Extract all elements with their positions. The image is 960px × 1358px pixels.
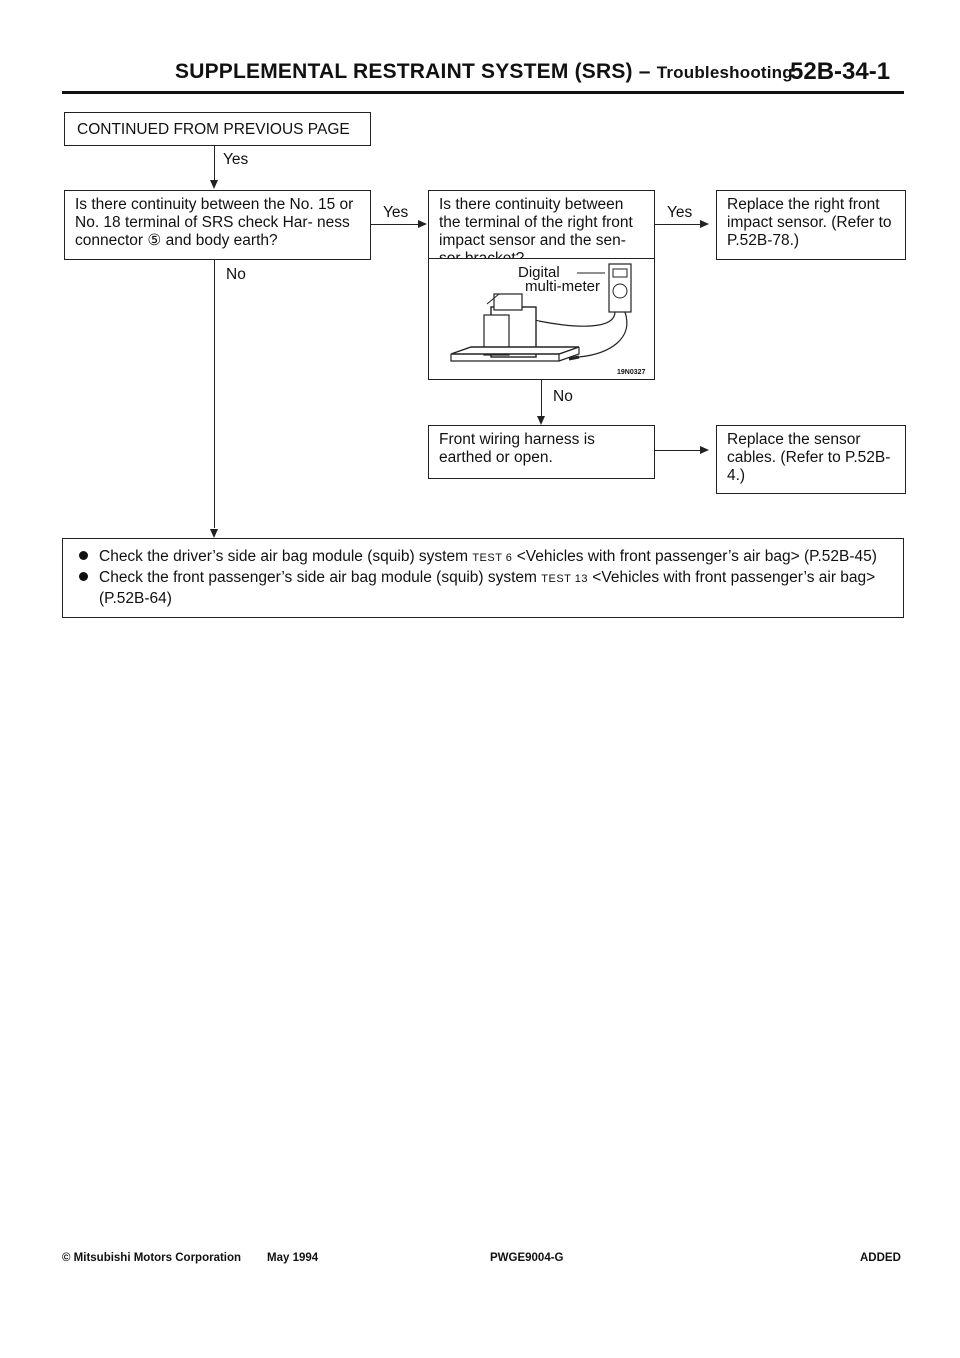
footer-copyright: © Mitsubishi Motors Corporation [62, 1252, 242, 1264]
footer-date: May 1994 [267, 1252, 319, 1264]
no-label: No [226, 266, 246, 283]
arrow-down-icon [210, 529, 218, 538]
question-1-text: Is there continuity between the No. 15 or No. 18 terminal of SRS check Har- ness connector ⑤ and body earth? [75, 196, 354, 249]
check-2-condition: <Vehicles with front passenger’s air bag> (P.52B-64) [99, 569, 876, 607]
connector-line [371, 224, 421, 225]
action-box-2 [716, 425, 906, 494]
page-number: 52B-34-1 [790, 58, 891, 85]
title-main: SUPPLEMENTAL RESTRAINT SYSTEM (SRS) – [175, 60, 657, 83]
connector-line [655, 450, 702, 451]
action-1-text: Replace the right front impact sensor. (Refer to P.52B-78.) [727, 196, 892, 249]
meter-label-1: Digital [518, 264, 560, 281]
connector-line [655, 224, 702, 225]
test-reference: TEST 13 [541, 573, 588, 585]
question-box-2 [428, 190, 655, 260]
footer-doc-code: PWGE9004-G [490, 1252, 564, 1264]
arrow-right-icon [700, 446, 709, 454]
page-title [175, 60, 793, 84]
check-2-text: Check the front passenger’s side air bag module (squib) system [99, 569, 537, 586]
question-2-text: Is there continuity between the terminal of the right front impact sensor and the sen- [439, 196, 633, 249]
list-item [77, 547, 889, 568]
arrow-down-icon [537, 416, 545, 425]
header-divider [62, 91, 904, 94]
arrow-right-icon [418, 220, 427, 228]
bullet-icon [79, 551, 88, 560]
bullet-icon [79, 572, 88, 581]
test-reference: TEST 6 [472, 552, 513, 564]
continued-box [64, 112, 371, 146]
figure-code: 19N0327 [617, 369, 646, 376]
yes-label: Yes [223, 151, 249, 168]
footer-status: ADDED [860, 1252, 901, 1264]
yes-label: Yes [383, 204, 409, 221]
connector-line [214, 260, 215, 528]
action-box-1 [716, 190, 906, 260]
arrow-down-icon [210, 180, 218, 189]
no-label: No [553, 388, 573, 405]
connector-line [541, 380, 542, 418]
arrow-right-icon [700, 220, 709, 228]
final-check-box [62, 538, 904, 618]
list-item [77, 568, 889, 608]
continued-text: CONTINUED FROM PREVIOUS PAGE [77, 121, 350, 138]
question-box-1 [64, 190, 371, 260]
meter-label-2: multi-meter [525, 278, 601, 295]
title-subsection: Troubleshooting [656, 63, 793, 82]
connector-line [214, 146, 215, 184]
result-text: Front wiring harness is earthed or open. [439, 431, 595, 466]
yes-label: Yes [667, 204, 693, 221]
result-box [428, 425, 655, 479]
check-1-text: Check the driver’s side air bag module (squib) system [99, 548, 469, 565]
action-2-text: Replace the sensor cables. (Refer to P.52B-4.) [727, 431, 891, 484]
check-1-condition: <Vehicles with front passenger’s air bag> (P.52B-45) [516, 548, 877, 565]
multimeter-illustration [428, 258, 655, 380]
